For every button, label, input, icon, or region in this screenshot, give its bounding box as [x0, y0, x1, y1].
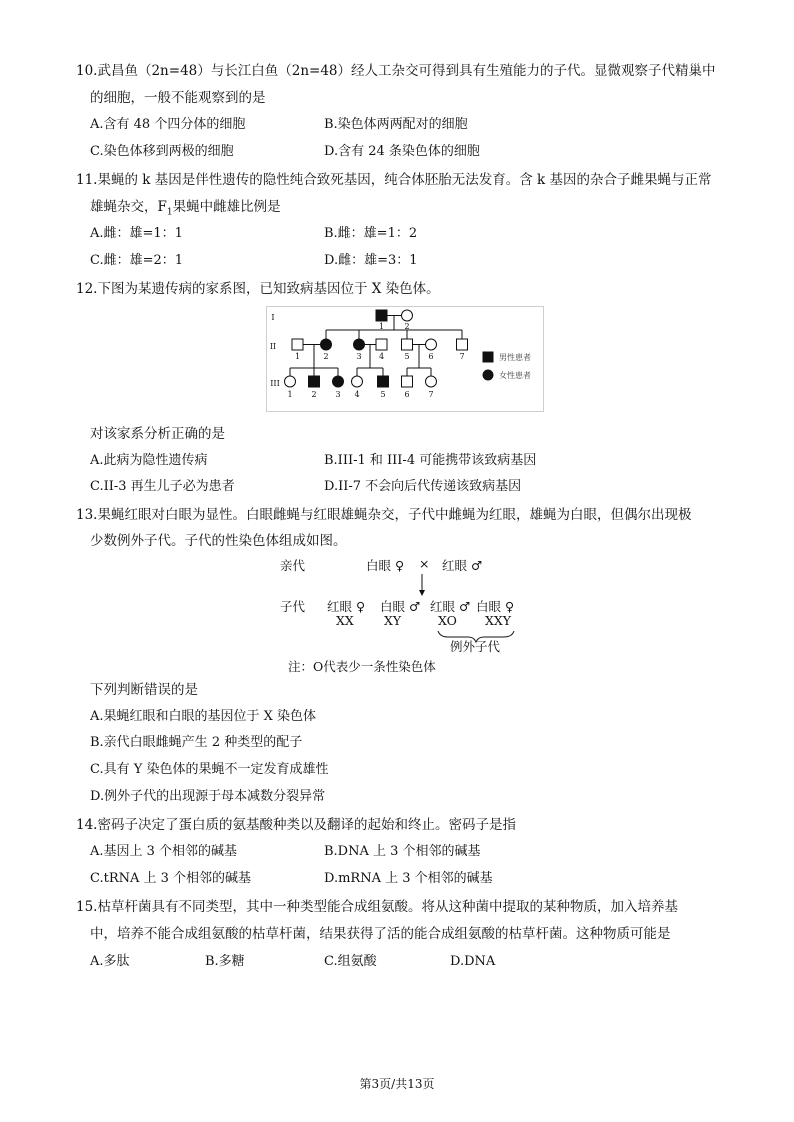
q15-stem-line1: 15.枯草杆菌具有不同类型，其中一种类型能合成组氨酸。将从这种菌中提取的某种物质，加入培养基 [76, 899, 678, 915]
q11-stem-line1: 11.果蝇的 k 基因是伴性遗传的隐性纯合致死基因，纯合体胚胎无法发育。含 k 基因的杂合子雌果蝇与正常 [76, 172, 712, 188]
pedigree-num-III1: 1 [287, 390, 293, 399]
q14-stem: 14.密码子决定了蛋白质的氨基酸种类以及翻译的起始和终止。密码子是指 [76, 817, 516, 833]
pedigree-num-II6: 6 [428, 352, 434, 361]
q12-option-c: C.II-3 再生儿子必为患者 [90, 479, 235, 494]
pedigree-num-III5: 5 [380, 390, 386, 399]
pedigree-II2-affected-female [321, 339, 332, 350]
pedigree-chart [266, 306, 544, 412]
q11-option-c: C.雌：雄=2：1 [90, 253, 184, 268]
pedigree-num-III3: 3 [335, 390, 341, 399]
q11-option-b: B.雌：雄=1：2 [324, 226, 418, 241]
q10-option-b: B.染色体两两配对的细胞 [324, 117, 468, 132]
q10-stem-line1: 10.武昌鱼（2n=48）与长江白鱼（2n=48）经人工杂交可得到具有生殖能力的子代。显微观察子代精巢中 [76, 63, 716, 79]
q12-stem: 12.下图为某遗传病的家系图，已知致病基因位于 X 染色体。 [76, 281, 440, 297]
pedigree-num-II1: 1 [294, 352, 301, 361]
q11-f1-subscript: 1 [166, 207, 173, 218]
cross-diagram [270, 552, 530, 676]
q14-option-c: C.tRNA 上 3 个相邻的碱基 [90, 871, 252, 886]
q10-option-c: C.染色体移到两极的细胞 [90, 144, 234, 159]
q12-option-d: D.II-7 不会向后代传递该致病基因 [324, 479, 522, 494]
q15-stem-line2: 中，培养不能合成组氨酸的枯草杆菌，结果获得了活的能合成组氨酸的枯草杆菌。这种物质可能是 [90, 926, 671, 942]
offspring-1-genotype: XX [336, 613, 354, 628]
pedigree-I1-affected-male [376, 310, 387, 321]
pedigree-gen-label-I: I [271, 313, 275, 322]
offspring-2-genotype: XY [384, 613, 402, 628]
q10-option-d: D.含有 24 条染色体的细胞 [324, 144, 480, 159]
q13-option-b: B.亲代白眼雌蝇产生 2 种类型的配子 [90, 735, 303, 750]
offspring-3-genotype: XO [438, 613, 457, 628]
cross-parent-label: 亲代 [280, 558, 306, 573]
cross-parent-male: 红眼 ♂ [442, 558, 483, 573]
pedigree-II4-male [376, 339, 387, 350]
pedigree-num-II3: 3 [356, 352, 362, 361]
pedigree-III2-affected-male [309, 376, 320, 387]
legend-male-label: 男性患者 [499, 353, 531, 362]
q11-stem-line2 [90, 198, 281, 222]
q12-option-a: A.此病为隐性遗传病 [90, 453, 208, 468]
exception-offspring-label: 例外子代 [450, 639, 501, 654]
q14-option-a: A.基因上 3 个相邻的碱基 [90, 844, 238, 859]
pedigree-II5-male [402, 339, 413, 350]
cross-note: 注：O代表少一条性染色体 [288, 659, 436, 674]
legend-female-circle [483, 370, 493, 380]
cross-offspring-label: 子代 [280, 599, 306, 614]
pedigree-III1-female [285, 376, 296, 387]
legend-male-square [483, 352, 493, 362]
pedigree-II6-female [426, 339, 437, 350]
q15-option-a: A.多肽 [90, 954, 130, 969]
q13-stem-line1: 13.果蝇红眼对白眼为显性。白眼雌蝇与红眼雄蝇杂交，子代中雌蝇为红眼，雄蝇为白眼，但偶尔出现极 [76, 507, 692, 523]
offspring-4-phenotype: 白眼 ♀ [476, 599, 515, 614]
q13-option-a: A.果蝇红眼和白眼的基因位于 X 染色体 [90, 709, 317, 724]
pedigree-num-III2: 2 [311, 390, 317, 399]
q10-stem-line2: 的细胞，一般不能观察到的是 [90, 90, 266, 106]
pedigree-gen-label-III: III [270, 379, 280, 388]
pedigree-num-II4: 4 [378, 352, 385, 361]
q13-option-d: D.例外子代的出现源于母本减数分裂异常 [90, 789, 326, 804]
pedigree-II7-male [457, 339, 468, 350]
pedigree-III7-female [426, 376, 437, 387]
offspring-4-genotype: XXY [485, 613, 512, 628]
q13-option-c: C.具有 Y 染色体的果蝇不一定发育成雄性 [90, 762, 329, 777]
pedigree-num-I1: 1 [378, 322, 385, 331]
offspring-3-phenotype: 红眼 ♂ [430, 599, 471, 614]
pedigree-III6-male [402, 376, 413, 387]
q11-stem-part-a: 雄蝇杂交，F [90, 199, 167, 215]
down-arrow-icon [419, 590, 425, 596]
q11-stem-part-b: 果蝇中雌雄比例是 [172, 199, 281, 215]
page-footer: 第3页/共13页 [359, 1077, 435, 1091]
q15-option-b: B.多糖 [205, 954, 245, 969]
pedigree-III3-affected-female [333, 376, 344, 387]
q11-option-d: D.雌：雄=3：1 [324, 253, 418, 268]
q12-prompt: 对该家系分析正确的是 [90, 426, 225, 442]
pedigree-II3-affected-female [354, 339, 365, 350]
q10-option-a: A.含有 48 个四分体的细胞 [90, 117, 246, 132]
q12-option-b: B.III-1 和 III-4 可能携带该致病基因 [324, 453, 537, 468]
cross-symbol: × [419, 556, 430, 571]
pedigree-num-I2: 2 [404, 322, 410, 331]
pedigree-num-II5: 5 [404, 352, 410, 361]
q15-option-d: D.DNA [450, 954, 496, 969]
q11-option-a: A.雌：雄=1：1 [90, 226, 183, 241]
legend-female-label: 女性患者 [499, 371, 531, 380]
q15-option-c: C.组氨酸 [324, 954, 377, 969]
offspring-2-phenotype: 白眼 ♂ [380, 599, 421, 614]
cross-parent-female: 白眼 ♀ [366, 558, 405, 573]
pedigree-num-II7: 7 [459, 352, 465, 361]
pedigree-III5-affected-male [378, 376, 389, 387]
pedigree-num-II2: 2 [323, 352, 329, 361]
q13-stem-line2: 少数例外子代。子代的性染色体组成如图。 [90, 533, 347, 549]
pedigree-I2-female [402, 310, 413, 321]
pedigree-num-III4: 4 [354, 390, 360, 399]
pedigree-svg [267, 307, 543, 411]
q13-prompt: 下列判断错误的是 [90, 682, 198, 698]
pedigree-gen-label-II: II [269, 342, 277, 351]
pedigree-III4-female [352, 376, 363, 387]
offspring-1-phenotype: 红眼 ♀ [327, 599, 366, 614]
pedigree-num-III6: 6 [404, 390, 410, 399]
q14-option-b: B.DNA 上 3 个相邻的碱基 [324, 844, 481, 859]
pedigree-II1-male [292, 339, 303, 350]
q14-option-d: D.mRNA 上 3 个相邻的碱基 [324, 871, 493, 886]
pedigree-num-III7: 7 [428, 390, 434, 399]
